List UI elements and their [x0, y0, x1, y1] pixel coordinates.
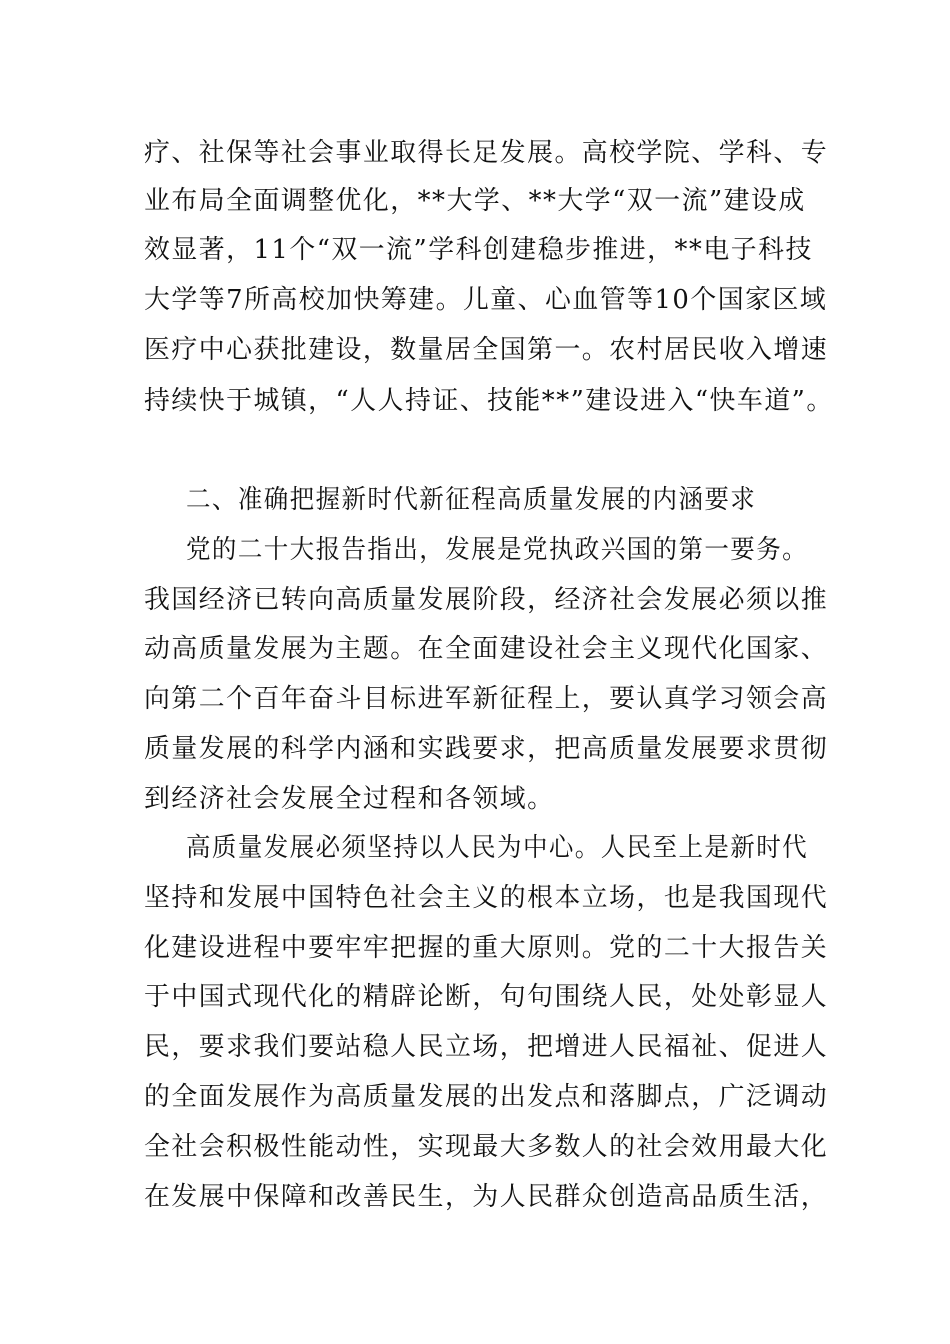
text-line: 到经济社会发展全过程和各领域。 [144, 784, 555, 814]
text-line: 化建设进程中要牢牢把握的重大原则。党的二十大报告关 [144, 933, 829, 963]
text-line: 动高质量发展为主题。在全面建设社会主义现代化国家、 [144, 634, 829, 664]
text-line: 疗、社保等社会事业取得长足发展。高校学院、学科、专 [144, 138, 829, 168]
text-line: 效显著，11个“双一流”学科创建稳步推进，**电子科技 [144, 235, 813, 265]
text-line: 高质量发展必须坚持以人民为中心。人民至上是新时代 [186, 833, 809, 863]
text-line: 全社会积极性能动性，实现最大多数人的社会效用最大化 [144, 1132, 829, 1162]
text-line: 业布局全面调整优化，**大学、**大学“双一流”建设成 [144, 186, 806, 216]
text-line: 的全面发展作为高质量发展的出发点和落脚点，广泛调动 [144, 1082, 829, 1112]
text-line: 民，要求我们要站稳人民立场，把增进人民福祉、促进人 [144, 1032, 829, 1062]
text-line: 大学等7所高校加快筹建。儿童、心血管等10个国家区域 [144, 285, 828, 315]
text-line: 党的二十大报告指出，发展是党执政兴国的第一要务。 [186, 535, 809, 565]
text-line: 医疗中心获批建设，数量居全国第一。农村居民收入增速 [144, 335, 829, 365]
text-line: 持续快于城镇，“人人持证、技能**”建设进入“快车道”。 [144, 386, 834, 416]
text-line: 向第二个百年奋斗目标进军新征程上，要认真学习领会高 [144, 684, 829, 714]
text-line: 于中国式现代化的精辟论断，句句围绕人民，处处彰显人 [144, 982, 829, 1012]
text-line: 坚持和发展中国特色社会主义的根本立场，也是我国现代 [144, 883, 829, 913]
text-line: 我国经济已转向高质量发展阶段，经济社会发展必须以推 [144, 585, 829, 615]
section-heading: 二、准确把握新时代新征程高质量发展的内涵要求 [186, 485, 757, 515]
text-line: 在发展中保障和改善民生，为人民群众创造高品质生活， [144, 1182, 829, 1212]
text-line: 质量发展的科学内涵和实践要求，把高质量发展要求贯彻 [144, 734, 829, 764]
